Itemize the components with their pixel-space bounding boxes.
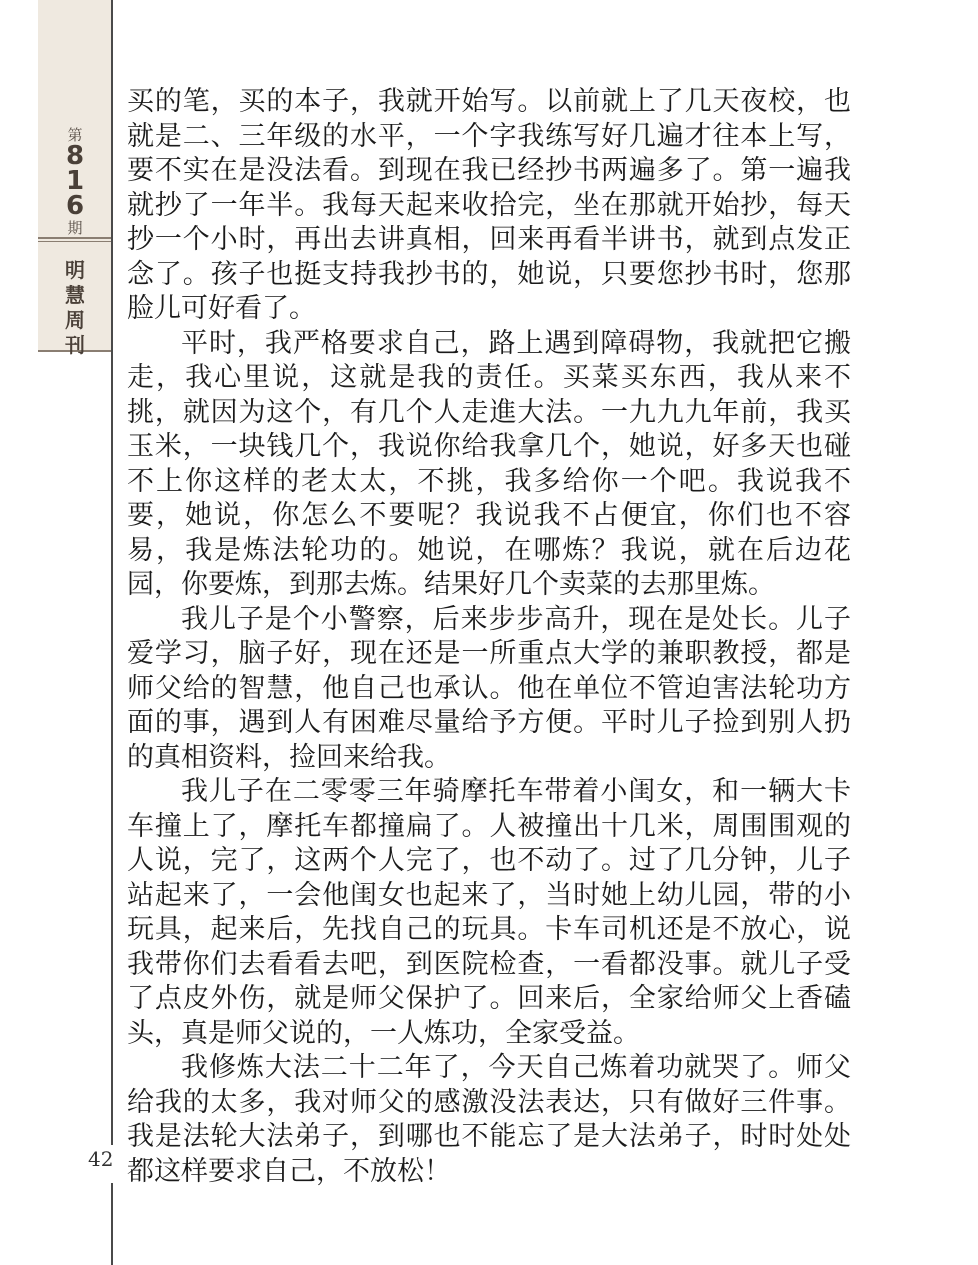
issue-digit: 6 xyxy=(65,191,85,221)
paragraph: 我修炼大法二十二年了，今天自己炼着功就哭了。师父给我的太多，我对师父的感激没法表达，只有做好三件事。我是法轮大法弟子，到哪也不能忘了是大法弟子，时时处处都这样要求自己，不放松！ xyxy=(127,1052,851,1187)
paragraph: 平时，我严格要求自己，路上遇到障碍物，我就把它搬走，我心里说，这就是我的责任。买菜买东西，我从来不挑，就因为这个，有几个人走進大法。一九九九年前，我买玉米，一块钱几个，我说你给我拿几个，她说，好多天也碰不上你这样的老太太，不挑，我多给你一个吧。我说我不要，她说，你怎么不要呢？我说我不占便宜，你们也不容易，我是炼法轮功的。她说，在哪炼？我说，就在后边花园，你要炼，到那去炼。结果好几个卖菜的去那里炼。 xyxy=(127,327,851,600)
article-body xyxy=(127,85,851,1189)
sidebar-divider-thin xyxy=(38,241,112,242)
magazine-char: 明 xyxy=(65,258,85,282)
issue-prefix: 第 xyxy=(67,126,83,144)
issue-suffix: 期 xyxy=(67,219,83,237)
magazine-char: 慧 xyxy=(65,283,85,307)
issue-digit: 1 xyxy=(65,166,85,196)
issue-digit: 8 xyxy=(65,141,85,171)
magazine-char: 周 xyxy=(65,308,85,332)
issue-number xyxy=(38,126,112,237)
paragraph: 我儿子在二零零三年骑摩托车带着小闺女，和一辆大卡车撞上了，摩托车都撞扁了。人被撞出十几米，周围围观的人说，完了，这两个人完了，也不动了。过了几分钟，儿子站起来了，一会他闺女也起来了，当时她上幼儿园，带的小玩具，起来后，先找自己的玩具。卡车司机还是不放心，说我带你们去看看去吧，到医院检查，一看都没事。就儿子受了点皮外伤，就是师父保护了。回来后，全家给师父上香磕头，真是师父说的，一人炼功，全家受益。 xyxy=(127,776,851,1049)
magazine-title xyxy=(38,258,112,358)
page-number: 42 xyxy=(88,1147,114,1171)
paragraph: 我儿子是个小警察，后来步步高升，现在是处长。儿子爱学习，脑子好，现在还是一所重点大学的兼职教授，都是师父给的智慧，他自己也承认。他在单位不管迫害法轮功方面的事，遇到人有困难尽量给予方便。平时儿子捡到别人扔的真相资料，捡回来给我。 xyxy=(127,603,851,773)
paragraph: 买的笔，买的本子，我就开始写。以前就上了几天夜校，也就是二、三年级的水平，一个字我练写好几遍才往本上写，要不实在是没法看。到现在我已经抄书两遍多了。第一遍我就抄了一年半。我每天起来收拾完，坐在那就开始抄，每天抄一个小时，再出去讲真相，回来再看半讲书，就到点发正念了。孩子也挺支持我抄书的，她说，只要您抄书时，您那脸儿可好看了。 xyxy=(127,86,851,324)
margin-rule-lower xyxy=(111,1183,113,1265)
sidebar-divider xyxy=(38,237,112,239)
magazine-char: 刊 xyxy=(65,333,85,357)
